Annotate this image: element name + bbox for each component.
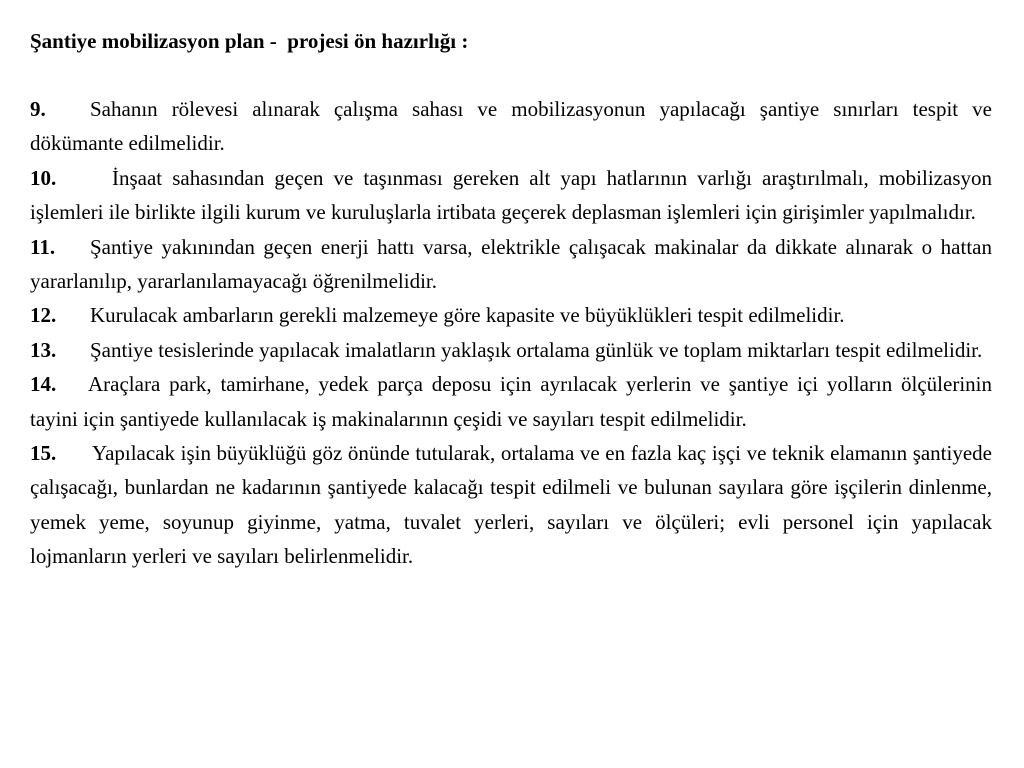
- item-text: Kurulacak ambarların gerekli malzemeye göre kapasite ve büyüklükleri tespit edilmelidir.: [90, 303, 845, 328]
- item-text: İnşaat sahasından geçen ve taşınması gereken alt yapı hatlarının varlığı araştırılmalı, mobilizasyon işlemleri ile birlikte ilgili kurum ve kuruluşlarla irtibata geçerek deplasman işlemleri için girişimler yapılmalıdır.: [30, 165, 992, 225]
- item-number: 13.: [30, 337, 57, 362]
- list-item-9: [30, 92, 992, 161]
- item-number: 9.: [30, 97, 46, 121]
- item-number: 10.: [30, 165, 57, 190]
- list-item-12: [30, 298, 992, 332]
- list-item-15: [30, 436, 992, 574]
- item-text: Yapılacak işin büyüklüğü göz önünde tutularak, ortalama ve en fazla kaç işçi ve teknik elamanın şantiyede çalışacağı, bunlardan ne kadarının şantiyede kalacağı tespit edilmeli ve bulunan sayılara göre işçilerin dinlenme, yemek yeme, soyunup giyinme, yatma, tuvalet yerleri, sayıları ve ölçüleri; evli personel için yapılacak lojmanların yerleri ve sayıları belirlenmelidir.: [30, 441, 992, 569]
- slide-title: Şantiye mobilizasyon plan - projesi ön hazırlığı :: [30, 29, 469, 53]
- list-item-10: [30, 161, 992, 230]
- item-text: Araçlara park, tamirhane, yedek parça deposu için ayrılacak yerlerin ve şantiye içi yolların ölçülerinin tayini için şantiyede kullanılacak iş makinalarının çeşidi ve sayıları tespit edilmelidir.: [30, 372, 992, 431]
- slide-content: [30, 24, 992, 574]
- item-number: 15.: [30, 441, 57, 466]
- list-item-14: [30, 367, 992, 436]
- item-text: Şantiye tesislerinde yapılacak imalatların yaklaşık ortalama günlük ve toplam miktarları tespit edilmelidir.: [90, 337, 983, 362]
- item-number: 14.: [30, 372, 57, 397]
- list-item-13: [30, 333, 992, 367]
- item-text: Şantiye yakınından geçen enerji hattı varsa, elektrikle çalışacak makinalar da dikkate alınarak o hattan yararlanılıp, yararlanılamayacağı öğrenilmelidir.: [30, 234, 992, 294]
- list-item-11: [30, 230, 992, 299]
- item-number: 11.: [30, 234, 56, 259]
- item-text: Sahanın rölevesi alınarak çalışma sahası ve mobilizasyonun yapılacağı şantiye sınırları tespit ve dökümante edilmelidir.: [30, 97, 992, 156]
- item-number: 12.: [30, 303, 57, 328]
- title-spacer: [30, 58, 992, 92]
